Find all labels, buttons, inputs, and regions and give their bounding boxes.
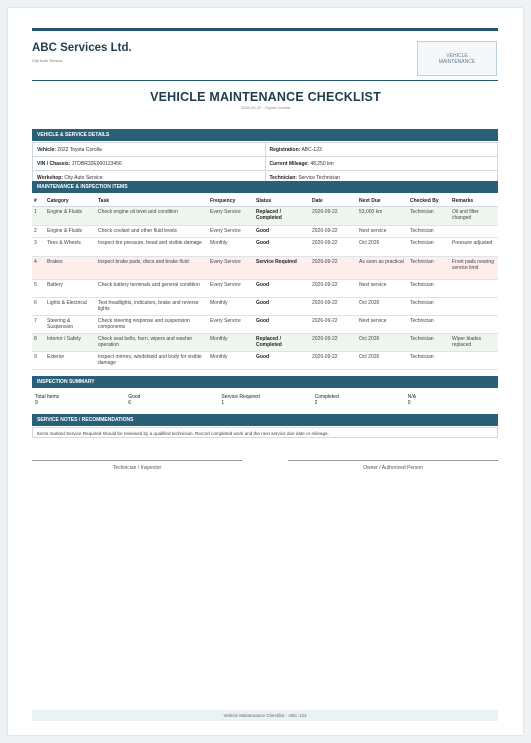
cell-next-due: Next service bbox=[357, 226, 408, 238]
cell-task: Check seat belts, horn, wipers and washer operation bbox=[96, 334, 208, 352]
cell-date: 2026-09-22 bbox=[310, 298, 357, 316]
cell-category: Steering & Suspension bbox=[45, 316, 96, 334]
cell-date: 2026-09-22 bbox=[310, 352, 357, 370]
summary-na-value: 0 bbox=[407, 400, 411, 406]
summary-section-heading: INSPECTION SUMMARY bbox=[32, 376, 498, 388]
cell-checked-by: Technician bbox=[408, 298, 450, 316]
col-header-num: # bbox=[32, 195, 45, 207]
cell-checked-by: Technician bbox=[408, 280, 450, 298]
cell-num: 8 bbox=[32, 334, 45, 352]
cell-date: 2026-09-22 bbox=[310, 316, 357, 334]
summary-good-label: Good bbox=[128, 394, 141, 400]
cell-next-due: Oct 2026 bbox=[357, 298, 408, 316]
summary-completed-label: Completed bbox=[314, 394, 339, 400]
cell-checked-by: Technician bbox=[408, 207, 450, 226]
cell-date: 2026-09-22 bbox=[310, 226, 357, 238]
table-row bbox=[32, 316, 498, 334]
cell-status: Good bbox=[254, 352, 310, 370]
registration-cell bbox=[265, 143, 498, 157]
workshop-label: Workshop: bbox=[37, 174, 64, 181]
cell-category: Exterior bbox=[45, 352, 96, 370]
summary-total-label: Total Items bbox=[35, 394, 60, 400]
cell-remarks bbox=[450, 352, 498, 370]
cell-num: 7 bbox=[32, 316, 45, 334]
table-row bbox=[32, 226, 498, 238]
summary-na bbox=[405, 392, 498, 408]
col-header-task: Task bbox=[96, 195, 208, 207]
table-row bbox=[32, 298, 498, 316]
cell-next-due: Oct 2026 bbox=[357, 238, 408, 257]
cell-remarks: Front pads nearing service limit bbox=[450, 257, 498, 280]
summary-service-label: Service Required bbox=[221, 394, 260, 400]
table-row bbox=[32, 334, 498, 352]
summary-completed bbox=[312, 392, 405, 408]
inspection-summary-table bbox=[32, 392, 498, 408]
cell-frequency: Every Service bbox=[208, 257, 254, 280]
cell-num: 5 bbox=[32, 280, 45, 298]
cell-task: Inspect mirrors, windshield and body for visible damage bbox=[96, 352, 208, 370]
summary-na-label: N/A bbox=[407, 394, 417, 400]
summary-service-required bbox=[218, 392, 311, 408]
col-header-status: Status bbox=[254, 195, 310, 207]
page-title: VEHICLE MAINTENANCE CHECKLIST bbox=[150, 90, 381, 104]
cell-date: 2026-09-22 bbox=[310, 257, 357, 280]
vehicle-details-table bbox=[32, 142, 498, 185]
table-header-row bbox=[32, 195, 498, 207]
cell-category: Lights & Electrical bbox=[45, 298, 96, 316]
cell-frequency: Every Service bbox=[208, 226, 254, 238]
cell-date: 2026-09-22 bbox=[310, 334, 357, 352]
cell-checked-by: Technician bbox=[408, 352, 450, 370]
cell-next-due: Oct 2026 bbox=[357, 352, 408, 370]
summary-total bbox=[32, 392, 125, 408]
cell-num: 9 bbox=[32, 352, 45, 370]
cell-category: Engine & Fluids bbox=[45, 226, 96, 238]
cell-checked-by: Technician bbox=[408, 238, 450, 257]
logo-box bbox=[417, 41, 497, 76]
cell-num: 4 bbox=[32, 257, 45, 280]
cell-status: Good bbox=[254, 298, 310, 316]
maintenance-items-table bbox=[32, 195, 498, 370]
summary-total-value: 9 bbox=[35, 400, 38, 406]
cell-remarks bbox=[450, 316, 498, 334]
service-notes-text: Items marked Service Required should be reviewed by a qualified technician. Record completed work and the next service due date or mileage. bbox=[32, 427, 498, 438]
col-header-next-due: Next Due bbox=[357, 195, 408, 207]
page-footer: Vehicle Maintenance Checklist · ABC-123 bbox=[32, 710, 498, 721]
cell-remarks bbox=[450, 226, 498, 238]
cell-frequency: Every Service bbox=[208, 207, 254, 226]
cell-remarks bbox=[450, 298, 498, 316]
cell-frequency: Every Service bbox=[208, 280, 254, 298]
technician-signature-label: Technician / Inspector bbox=[112, 465, 162, 471]
cell-checked-by: Technician bbox=[408, 316, 450, 334]
cell-date: 2026-09-22 bbox=[310, 238, 357, 257]
cell-frequency: Monthly bbox=[208, 334, 254, 352]
cell-task: Test headlights, indicators, brake and reverse lights bbox=[96, 298, 208, 316]
cell-date: 2026-09-22 bbox=[310, 207, 357, 226]
cell-status: Good bbox=[254, 316, 310, 334]
cell-task: Check steering response and suspension components bbox=[96, 316, 208, 334]
cell-category: Brakes bbox=[45, 257, 96, 280]
header-rule bbox=[32, 80, 498, 81]
cell-task: Inspect brake pads, discs and brake fluid bbox=[96, 257, 208, 280]
cell-status: Good bbox=[254, 238, 310, 257]
registration-value: ABC-123 bbox=[301, 146, 322, 153]
company-name: ABC Services Ltd. bbox=[32, 42, 132, 54]
table-row bbox=[32, 257, 498, 280]
mileage-cell bbox=[265, 157, 498, 171]
owner-signature-line bbox=[288, 460, 498, 461]
vehicle-label: Vehicle: bbox=[37, 146, 56, 153]
col-header-category: Category bbox=[45, 195, 96, 207]
mileage-label: Current Mileage: bbox=[269, 160, 309, 167]
notes-section-heading: SERVICE NOTES / RECOMMENDATIONS bbox=[32, 414, 498, 426]
summary-good-value: 6 bbox=[128, 400, 131, 406]
cell-task: Check battery terminals and general condition bbox=[96, 280, 208, 298]
cell-task: Check coolant and other fluid levels bbox=[96, 226, 208, 238]
cell-frequency: Monthly bbox=[208, 298, 254, 316]
summary-good bbox=[125, 392, 218, 408]
cell-next-due: Next service bbox=[357, 280, 408, 298]
logo-line-2: MAINTENANCE bbox=[438, 58, 476, 65]
summary-row bbox=[32, 392, 498, 408]
vehicle-value: 2022 Toyota Corolla bbox=[57, 146, 102, 153]
cell-checked-by: Technician bbox=[408, 257, 450, 280]
cell-task: Inspect tire pressure, tread and visible damage bbox=[96, 238, 208, 257]
cell-date: 2026-09-22 bbox=[310, 280, 357, 298]
table-row bbox=[32, 207, 498, 226]
cell-num: 2 bbox=[32, 226, 45, 238]
cell-checked-by: Technician bbox=[408, 334, 450, 352]
cell-remarks: Oil and filter changed bbox=[450, 207, 498, 226]
items-section-heading: MAINTENANCE & INSPECTION ITEMS bbox=[32, 181, 498, 193]
table-row bbox=[32, 352, 498, 370]
vin-value: JTDBR32E000123456 bbox=[71, 160, 122, 167]
cell-task: Check engine oil level and condition bbox=[96, 207, 208, 226]
cell-next-due: Next service bbox=[357, 316, 408, 334]
technician-signature-line bbox=[32, 460, 242, 461]
cell-next-due: 53,000 km bbox=[357, 207, 408, 226]
cell-frequency: Every Service bbox=[208, 316, 254, 334]
mileage-value: 48,250 km bbox=[310, 160, 334, 167]
cell-category: Battery bbox=[45, 280, 96, 298]
registration-label: Registration: bbox=[269, 146, 301, 153]
vehicle-cell bbox=[33, 143, 266, 157]
cell-status: Good bbox=[254, 280, 310, 298]
col-header-date: Date bbox=[310, 195, 357, 207]
cell-next-due: As soon as practical bbox=[357, 257, 408, 280]
vin-cell bbox=[33, 157, 266, 171]
cell-num: 6 bbox=[32, 298, 45, 316]
col-header-checked-by: Checked By bbox=[408, 195, 450, 207]
col-header-remarks: Remarks bbox=[450, 195, 498, 207]
vehicle-section-heading: VEHICLE & SERVICE DETAILS bbox=[32, 129, 498, 141]
cell-remarks: Pressure adjusted bbox=[450, 238, 498, 257]
cell-status: Replaced / Completed bbox=[254, 334, 310, 352]
page-subtitle: 2026-09-22 · Toyota Corolla bbox=[240, 105, 291, 110]
cell-next-due: Oct 2026 bbox=[357, 334, 408, 352]
col-header-frequency: Frequency bbox=[208, 195, 254, 207]
cell-category: Tires & Wheels bbox=[45, 238, 96, 257]
table-row bbox=[32, 280, 498, 298]
document-page bbox=[8, 8, 523, 735]
summary-completed-value: 2 bbox=[314, 400, 318, 406]
cell-remarks: Wiper blades replaced bbox=[450, 334, 498, 352]
cell-remarks bbox=[450, 280, 498, 298]
technician-value: Service Technician bbox=[298, 174, 340, 181]
cell-num: 1 bbox=[32, 207, 45, 226]
table-row bbox=[32, 238, 498, 257]
cell-status: Service Required bbox=[254, 257, 310, 280]
cell-frequency: Monthly bbox=[208, 238, 254, 257]
cell-category: Engine & Fluids bbox=[45, 207, 96, 226]
cell-status: Replaced / Completed bbox=[254, 207, 310, 226]
cell-category: Interior / Safety bbox=[45, 334, 96, 352]
workshop-value: City Auto Service bbox=[64, 174, 103, 181]
cell-frequency: Monthly bbox=[208, 352, 254, 370]
technician-label: Technician: bbox=[269, 174, 297, 181]
vehicle-details-row bbox=[33, 157, 498, 171]
top-rule bbox=[32, 28, 498, 31]
company-tagline: City Auto Service bbox=[32, 58, 63, 63]
vehicle-details-row bbox=[33, 143, 498, 157]
vin-label: VIN / Chassis: bbox=[37, 160, 71, 167]
logo-line-1: VEHICLE bbox=[446, 52, 468, 59]
cell-status: Good bbox=[254, 226, 310, 238]
owner-signature-label: Owner / Authorized Person bbox=[363, 465, 423, 471]
cell-num: 3 bbox=[32, 238, 45, 257]
summary-service-value: 1 bbox=[221, 400, 225, 406]
cell-checked-by: Technician bbox=[408, 226, 450, 238]
